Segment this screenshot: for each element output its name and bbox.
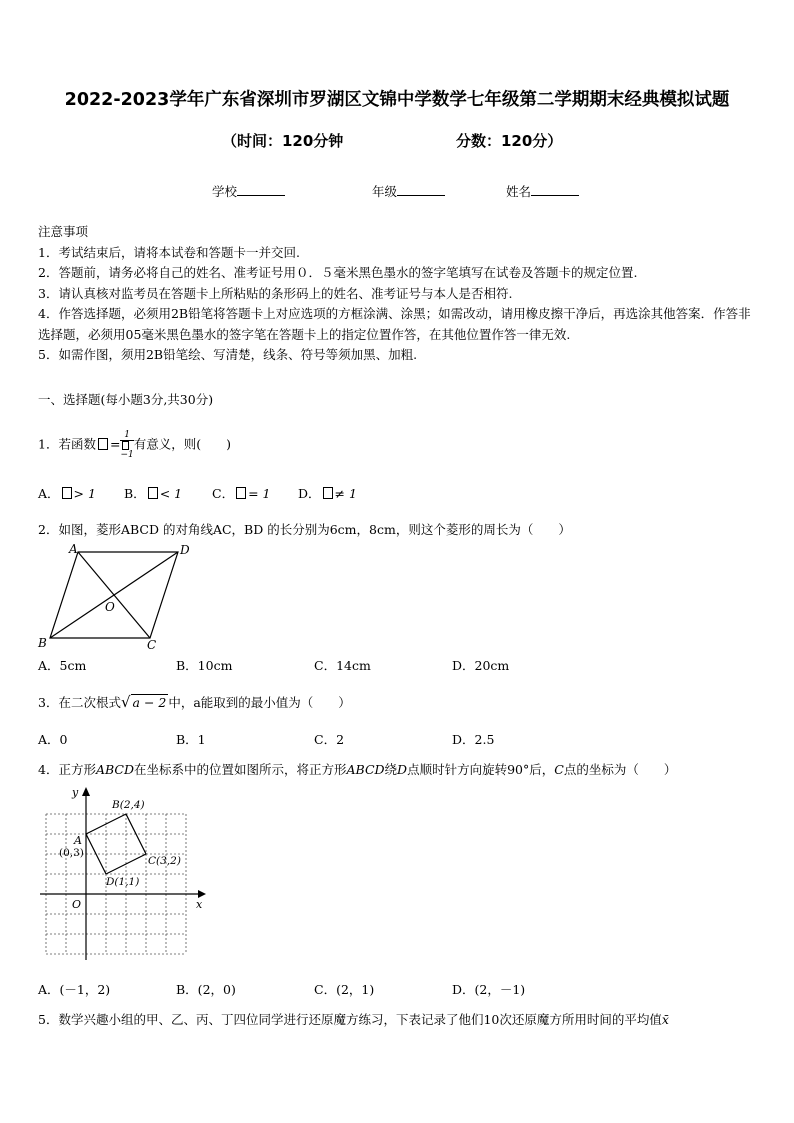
sqrt-symbol-icon: √ [120, 693, 131, 711]
missing-glyph-icon [323, 487, 333, 499]
label-c: C [147, 638, 157, 652]
q3-radicand: a − 2 [132, 695, 167, 710]
missing-glyph-icon [236, 487, 246, 499]
missing-glyph-icon [62, 487, 72, 499]
exam-title: 2022-2023学年广东省深圳市罗湖区文锦中学数学七年级第二学期期末经典模拟试题 [64, 90, 730, 110]
grade-label: 年级 [372, 184, 398, 199]
label-a: A [69, 542, 78, 556]
option-letter: A． [38, 486, 60, 501]
note-item: 5．如需作图，须用2B铅笔绘、写清楚，线条、符号等须加黑、加粗. [38, 347, 418, 362]
option-value: > 1 [73, 486, 96, 501]
q4-option-d: D．(2，－1) [452, 982, 526, 997]
x-label: x [196, 898, 203, 911]
question-2: 2．如图，菱形ABCD 的对角线AC，BD 的长分别为6cm，8cm，则这个菱形的周长为（ ） [38, 522, 571, 537]
school-label: 学校 [212, 184, 238, 199]
x-arrow-icon [198, 890, 206, 898]
q1-suffix: 有意义，则( ) [133, 436, 231, 452]
grade-blank [397, 183, 445, 196]
q3-option-c: C．2 [314, 732, 345, 747]
q1-prefix: 1．若函数 [38, 436, 96, 452]
notes-block [38, 222, 758, 366]
point-a-label: A [74, 834, 82, 847]
option-value: < 1 [159, 486, 183, 501]
y-arrow-icon [82, 787, 90, 796]
q5-xbar: x̄ [661, 1012, 669, 1027]
q4-text: 点的坐标为（ ） [563, 762, 677, 777]
missing-glyph-icon [148, 487, 158, 499]
option-letter: C． [212, 486, 235, 501]
y-label: y [72, 786, 79, 799]
q1-fraction [120, 430, 133, 460]
section-heading: 一、选择题(每小题3分,共30分) [38, 392, 214, 407]
q2-option-b: B．10cm [176, 658, 233, 673]
question-3 [38, 693, 351, 711]
option-value: = 1 [248, 486, 271, 501]
q4-c: C [554, 762, 564, 777]
q3-option-a: A．0 [38, 732, 68, 747]
q4-text: 在坐标系中的位置如图所示，将正方形 [133, 762, 347, 777]
point-c-label: C(3,2) [148, 855, 181, 867]
school-blank [237, 183, 285, 196]
name-label: 姓名 [506, 184, 532, 199]
q3-option-d: D．2.5 [452, 732, 495, 747]
label-d: D [180, 543, 190, 557]
name-field [506, 182, 579, 200]
rhombus-figure [34, 540, 194, 652]
note-item: 2．答题前，请务必将自己的姓名、准考证号用０．５毫米黑色墨水的签字笔填写在试卷及答题卡的规定位置. [38, 265, 638, 280]
exam-score: 分数：120分） [456, 132, 563, 150]
missing-glyph-icon [122, 441, 129, 450]
question-5 [38, 1010, 669, 1028]
q3-prefix: 3．在二次根式 [38, 695, 121, 710]
q5-text: 5．数学兴趣小组的甲、乙、丙、丁四位同学进行还原魔方练习，下表记录了他们10次还原魔方所用时间的平均值 [38, 1012, 662, 1027]
q4-option-c: C．(2，1) [314, 982, 375, 997]
q3-option-b: B．1 [176, 732, 206, 747]
q1-option-b [124, 484, 182, 502]
question-1 [38, 430, 231, 460]
q2-option-d: D．20cm [452, 658, 510, 673]
label-b: B [38, 636, 47, 650]
school-field [212, 182, 285, 200]
q4-option-b: B．(2，0) [176, 982, 236, 997]
q1-option-d [298, 484, 357, 502]
point-b-label: B(2,4) [112, 799, 145, 811]
note-item: 1．考试结束后，请将本试卷和答题卡一并交回. [38, 244, 300, 260]
exam-time: （时间：120分钟 [222, 132, 344, 150]
option-letter: D． [298, 486, 321, 501]
option-letter: B． [124, 486, 146, 501]
point-a-coord: (0,3) [59, 847, 84, 859]
q2-option-a: A．5cm [38, 658, 87, 673]
q4-text: 4．正方形 [38, 762, 96, 777]
q4-text: 绕 [384, 762, 398, 777]
label-o: O [105, 600, 115, 614]
q1-option-c [212, 484, 270, 502]
q4-text: 点顺时针方向旋转90°后， [407, 762, 555, 777]
q4-d: D [397, 762, 408, 777]
q1-denominator: −1 [120, 450, 134, 460]
notes-heading: 注意事项 [38, 224, 89, 239]
note-item: 3．请认真核对监考员在答题卡上所粘贴的条形码上的姓名、准考证号与本人是否相符. [38, 285, 513, 301]
q4-option-a: A．(－1，2) [38, 982, 111, 997]
grade-field [372, 182, 445, 200]
option-value: ≠ 1 [334, 486, 357, 501]
diagonal-bd [50, 552, 178, 638]
name-blank [531, 183, 579, 196]
question-4 [38, 760, 676, 778]
q1-numerator: 1 [120, 430, 133, 441]
note-item: 4．作答选择题，必须用2B铅笔将答题卡上对应选项的方框涂满、涂黑；如需改动，请用橡皮擦干净后，再选涂其他答案．作答非选择题，必须用05毫米黑色墨水的签字笔在答题卡上的指定位置作答，在其他位置作答一律无效. [38, 306, 751, 342]
missing-glyph-icon [98, 438, 108, 450]
q4-abcd: ABCD [346, 762, 385, 777]
q3-suffix: 中，a能取到的最小值为（ ） [168, 695, 351, 710]
square-abcd [86, 814, 146, 874]
q1-option-a [38, 484, 96, 502]
q4-abcd: ABCD [95, 762, 134, 777]
point-d-label: D(1,1) [106, 876, 140, 888]
coordinate-graph [38, 784, 214, 960]
q2-option-c: C．14cm [314, 658, 371, 673]
q1-eq: = [109, 436, 121, 452]
origin-label: O [72, 898, 82, 911]
